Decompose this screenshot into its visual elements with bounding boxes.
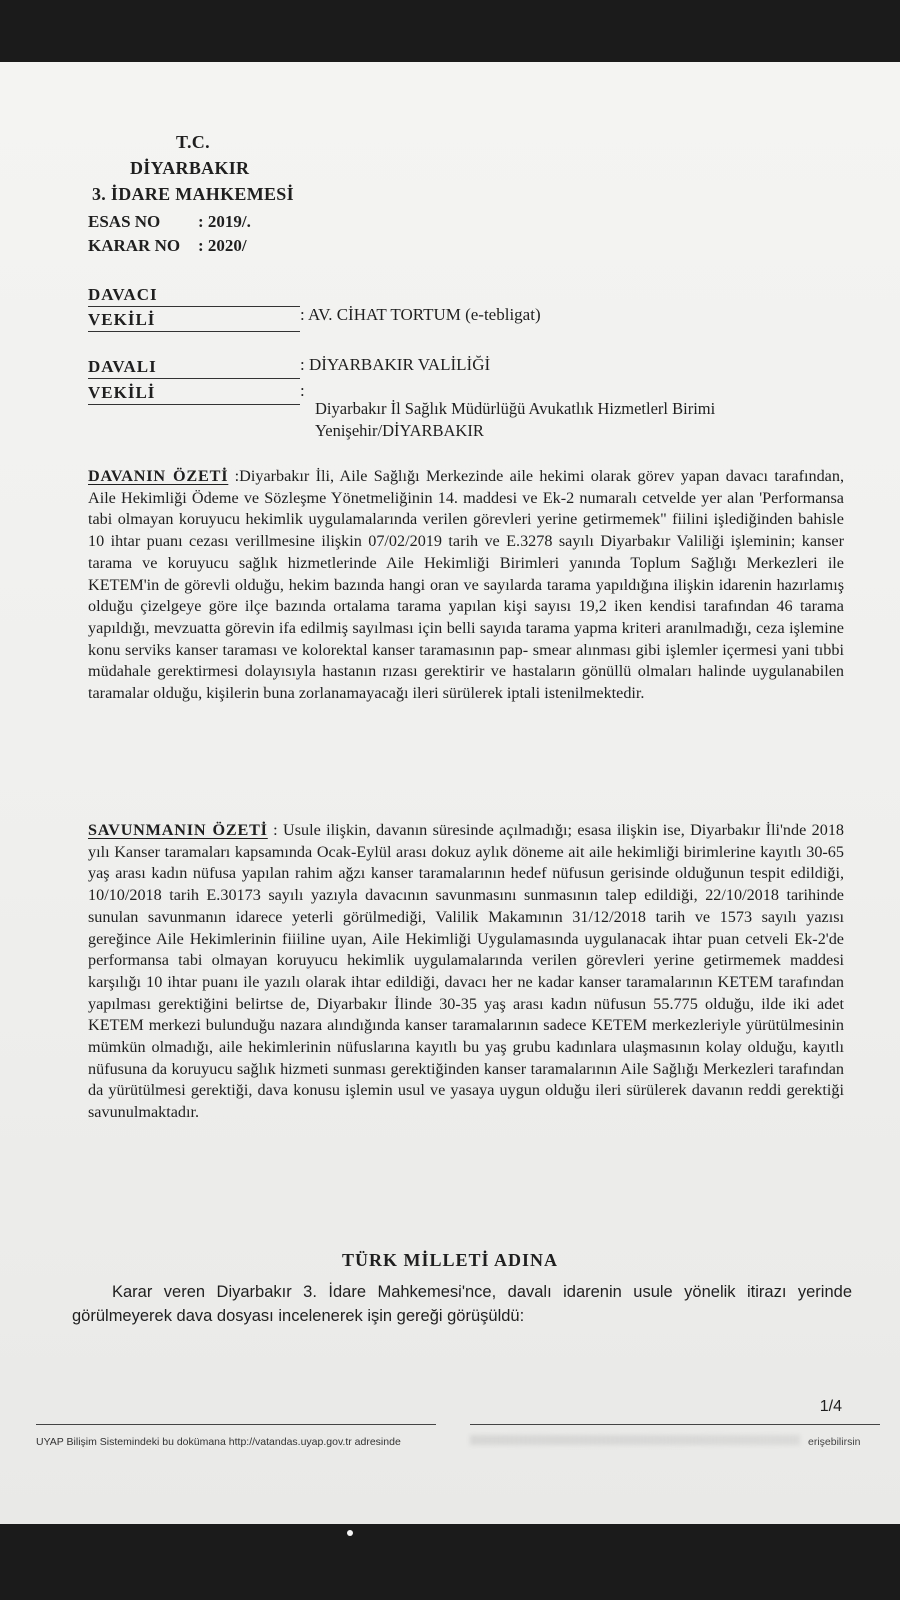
redacted-footer-code [470, 1435, 800, 1445]
header-city: DİYARBAKIR [130, 158, 250, 178]
savunmanin-ozeti-section [88, 820, 844, 1124]
header-court: 3. İDARE MAHKEMESİ [92, 184, 294, 204]
address-line2: Yenişehir/DİYARBAKIR [315, 421, 484, 440]
esas-label: ESAS NO [88, 212, 161, 231]
header-tc: T.C. [176, 132, 210, 152]
uyap-footer-text: UYAP Bilişim Sistemindeki bu dokümana http://vatandas.uyap.gov.tr adresinde [36, 1436, 401, 1448]
esas-value: : 2019/. [198, 212, 251, 231]
davaci-vekili-label: VEKİLİ [88, 309, 300, 332]
davaci-vekili-value: : AV. CİHAT TORTUM (e-tebligat) [300, 305, 541, 324]
davali-vekili-label: VEKİLİ [88, 382, 300, 405]
footer-divider-right [470, 1424, 880, 1425]
davanin-ozeti-section [88, 466, 844, 705]
verdict-text: Karar veren Diyarbakır 3. İdare Mahkemesi'nce, davalı idarenin usule yönelik itirazı yerinde görülmeyerek dava dosyası incelenerek işin gereği görüşüldü: [72, 1283, 852, 1325]
address-line1: Diyarbakır İl Sağlık Müdürlüğü Avukatlık Hizmetlerl Birimi [315, 399, 716, 418]
camera-dot [347, 1530, 353, 1536]
page-number: 1/4 [819, 1398, 842, 1415]
davanin-ozeti-text: :Diyarbakır İli, Aile Sağlığı Merkezinde aile hekimi olarak görev yapan davacı tarafından, Aile Hekimliği Ödeme ve Sözleşme Yönetmeliğinin 14. maddesi ve Ek-2 numaralı cetvelde yer alan 'Performansa tabi olmayan koruyucu hekimlik uygulamalarında verilen görevleri yerine getirmemek" fiilini işlediğinden bahisle 10 ihtar puanı cezası verillmesine ilişkin 07/02/2019 tarih ve E.3278 sayılı Diyarbakır Valiliği işleminin; kanser tarama ve koruyucu sağlık hizmetlerinde Aile Hekimliği Birimleri yanında Toplum Sağlığı Merkezleri ile KETEM'in de görevli olduğu, hekim bazında hangi oran ve sayılarda tarama yapıldığına ilişkin idarenin hazırlamış olduğu çizelgeye göre ilçe bazında ortalama tarama yapılan kişi sayısı 19,2 iken kendisi tarafından 46 tarama yapıldığı, mevzuatta görevin ifa edilmiş sayılması için belli sayıda tarama yapma kriteri aranılmadığı, ceza işlemine konu serviks kanser taraması ve kolorektal kanser taramasının pap- smear alınması gibi işlemler içermesi yani tıbbi müdahale gerektirmesi dolayısıyla hastanın rızası gerektirir ve hastaların gönüllü olmaları halinde uygulanabilen taramalar olduğu, kişilerin buna zorlanamayacağı ileri sürülerek iptali istenilmektedir. [88, 467, 844, 703]
savunmanin-ozeti-title: SAVUNMANIN ÖZETİ [88, 821, 268, 839]
footer-divider-left [36, 1424, 436, 1425]
karar-row [88, 236, 247, 256]
karar-value: : 2020/ [198, 236, 247, 255]
davanin-ozeti-title: DAVANIN ÖZETİ [88, 467, 229, 485]
karar-label: KARAR NO [88, 236, 181, 255]
turk-milleti-title: TÜRK MİLLETİ ADINA [341, 1250, 559, 1270]
document-page [0, 62, 900, 1524]
davali-value: : DİYARBAKIR VALİLİĞİ [300, 355, 491, 374]
davali-label: DAVALI [88, 356, 300, 379]
davali-vekili-value: : [300, 381, 305, 400]
esas-row [88, 212, 251, 232]
savunmanin-ozeti-text: : Usule ilişkin, davanın süresinde açılmadığı; esasa ilişkin ise, Diyarbakır İli'nde 2018 yılı Kanser taramaları kapsamında Ocak-Eylül arası dokuz aylık döneme ait aile hekimliği birimlerine kayıtlı 30-65 yaş arası kadın nüfusa yapılan rahim ağzı kanser taramalarının hedef nüfusun gerisinde olduğunun tespit edildiği, 10/10/2018 tarih E.30173 sayılı yazıyla davacının savunmasını sunmasının talep edildiği, 22/10/2018 tarihinde sunulan savunmanın idarece yeterli görülmediği, Valilik Makamının 31/12/2018 tarih ve 1573 sayılı yazısı gereğince Aile Hekimlerinin fiiiline uyan, Aile Hekimliği Uygulamasında uygulanacak ihtar puan cetveli Ek-2'de performansa tabi olmayan koruyucu hekimlik uygulamalarında verilen görevleri yerine getirmemek maddesi karşılığı 10 ihtar puanı ile yazılı olarak ihtar edildiği, davacı her ne kadar kanser taramalarının KETEM tarafından yapılması gerektiğini belirtse de, Diyarbakır İlinde 30-35 yaş arası kadın nüfusun 55.775 olduğu, ilde iki adet KETEM merkezi bulunduğu nazara alındığında kanser taramalarının sadece KETEM merkezleriyle yürütülmesinin mümkün olmadığı, aile hekimlerinin nüfuslarına kayıtlı bu yaş grubu kadınlara ulaşmasının kolay olduğu, kayıtlı nüfusuna da koruyucu sağlık hizmeti sunması gerektiğinden kanser taramalarının Aile Sağlığı Merkezleri tarafından da yürütülmesi gerektiği, dava konusu işlemin usul ve yasaya uygun olduğu ileri sürülerek davanın reddi gerektiği savunulmaktadır. [88, 821, 845, 1122]
footer-right-text: erişebilirsin [808, 1436, 861, 1448]
davaci-label: DAVACI [88, 284, 300, 307]
